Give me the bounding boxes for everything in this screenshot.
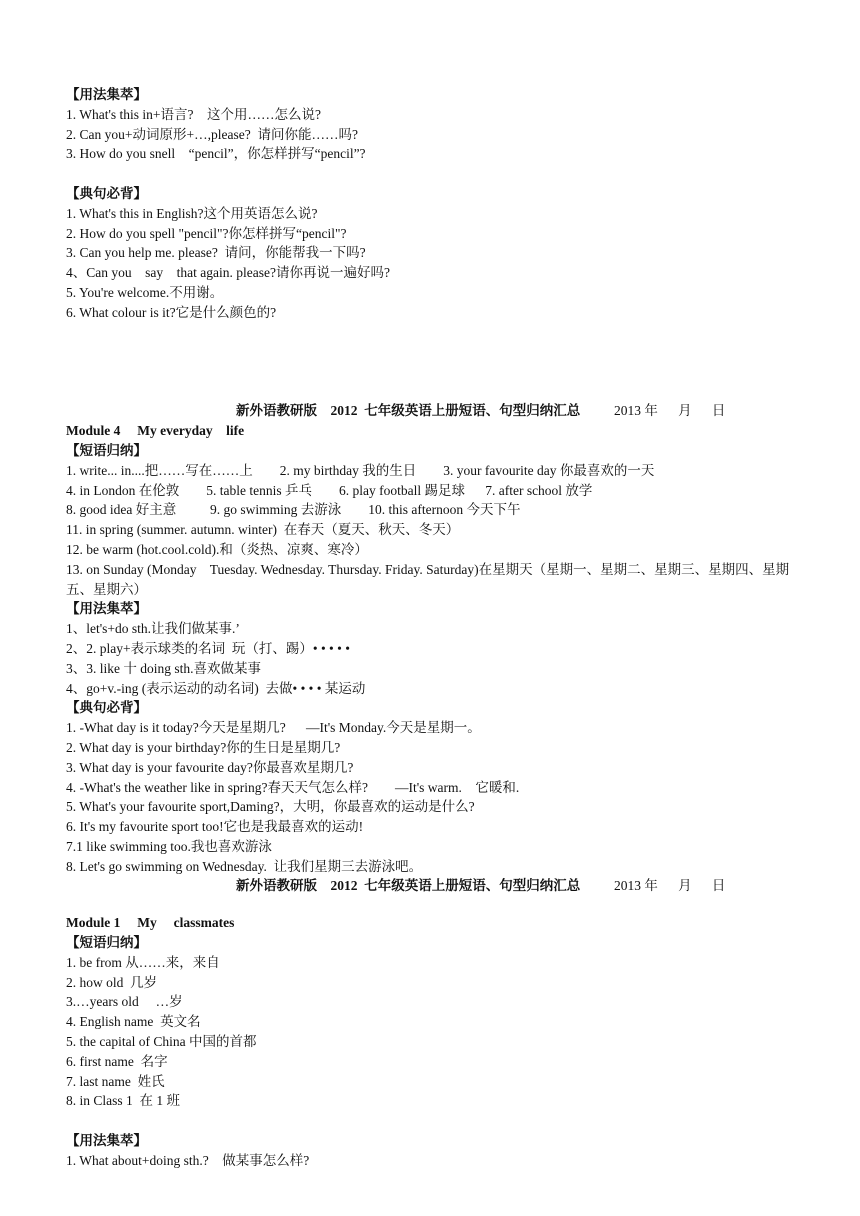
phrase-item: 6. first name 名字 — [66, 1053, 168, 1069]
page-header — [66, 876, 796, 896]
usage-item: 2. Can you+动词原形+…,please? 请问你能……吗? — [66, 126, 358, 142]
sentence-item: 1. -What day is it today?今天是星期几? —It's Monday.今天是星期一。 — [66, 720, 481, 736]
phrase-item: 4. English name 英文名 — [66, 1014, 201, 1030]
phrase-item: 4. in London 在伦敦 5. table tennis 乒乓 6. play football 踢足球 7. after school 放学 — [66, 482, 593, 498]
phrase-item: 12. be warm (hot.cool.cold).和（炎热、凉爽、寒冷） — [66, 541, 368, 557]
usage-item: 3、3. like 十 doing sth.喜欢做某事 — [66, 660, 261, 676]
header-date: 2013 年 月 日 — [614, 403, 726, 419]
usage-heading: 【用法集萃】 — [66, 1133, 147, 1149]
sentence-item: 4. -What's the weather like in spring?春天天气怎么样? —It's warm. 它暖和. — [66, 779, 520, 795]
phrases-heading: 【短语归纳】 — [66, 935, 147, 951]
phrase-item: 11. in spring (summer. autumn. winter) 在春天（夏天、秋天、冬天） — [66, 522, 460, 538]
phrase-item: 7. last name 姓氏 — [66, 1073, 165, 1089]
sentence-item: 5. What's your favourite sport,Daming?，大明，你最喜欢的运动是什么? — [66, 799, 475, 815]
sentence-item: 4、Can you say that again. please?请你再说一遍好吗? — [66, 265, 390, 281]
usage-heading: 【用法集萃】 — [66, 87, 147, 102]
sentences-heading: 【典句必背】 — [66, 700, 147, 716]
phrase-item: 3.…years old …岁 — [66, 994, 183, 1010]
phrases-heading: 【短语归纳】 — [66, 442, 147, 458]
phrase-item: 5. the capital of China 中国的首都 — [66, 1034, 257, 1050]
header-title: 新外语教研版 2012 七年级英语上册短语、句型归纳汇总 — [236, 403, 581, 419]
phrase-item: 2. how old 几岁 — [66, 974, 158, 990]
usage-heading: 【用法集萃】 — [66, 601, 147, 617]
usage-item: 1. What about+doing sth.? 做某事怎么样? — [66, 1152, 310, 1168]
header-title: 新外语教研版 2012 七年级英语上册短语、句型归纳汇总 — [236, 878, 581, 894]
module-title: Module 1 My classmates — [66, 915, 235, 931]
phrase-item: 8. in Class 1 在 1 班 — [66, 1093, 181, 1109]
sentence-item: 8. Let's go swimming on Wednesday. 让我们星期三去游泳吧。 — [66, 858, 423, 874]
module-title: Module 4 My everyday life — [66, 423, 245, 439]
sentence-item: 5. You're welcome.不用谢。 — [66, 284, 224, 300]
usage-item: 4、go+v.-ing (表示运动的动名词) 去做• • • • 某运动 — [66, 680, 366, 696]
phrase-item: 1. be from 从……来，来自 — [66, 954, 220, 970]
usage-item: 3. How do you snell “pencil”，你怎样拼写“pencil”? — [66, 146, 366, 162]
sentence-item: 6. It's my favourite sport too!它也是我最喜欢的运动! — [66, 819, 364, 835]
phrase-item: 8. good idea 好主意 9. go swimming 去游泳 10. this afternoon 今天下午 — [66, 502, 521, 518]
usage-item: 1、let's+do sth.让我们做某事.’ — [66, 621, 240, 637]
usage-item: 1. What's this in+语言? 这个用……怎么说? — [66, 106, 322, 122]
phrase-item: 1. write... in....把……写在……上 2. my birthday 我的生日 3. your favourite day 你最喜欢的一天 — [66, 462, 655, 478]
sentence-item: 2. How do you spell "pencil"?你怎样拼写“pencil"? — [66, 225, 347, 241]
sentence-item: 1. What's this in English?这个用英语怎么说? — [66, 205, 318, 221]
usage-item: 2、2. play+表示球类的名词 玩（打、踢）• • • • • — [66, 640, 350, 656]
phrase-item: 13. on Sunday (Monday Tuesday. Wednesday. Thursday. Friday. Saturday)在星期天（星期一、星期二、星期三、星期四、星期五、星期六） — [66, 561, 790, 597]
sentence-item: 3. What day is your favourite day?你最喜欢星期几? — [66, 759, 354, 775]
sentence-item: 3. Can you help me. please? 请问，你能帮我一下吗? — [66, 245, 366, 261]
sentence-item: 6. What colour is it?它是什么颜色的? — [66, 304, 277, 320]
sentence-item: 7.1 like swimming too.我也喜欢游泳 — [66, 838, 272, 854]
sentences-heading: 【典句必背】 — [66, 185, 147, 201]
sentence-item: 2. What day is your birthday?你的生日是星期几? — [66, 739, 341, 755]
page-header — [66, 401, 796, 421]
document-page — [66, 85, 796, 1171]
header-date: 2013 年 月 日 — [614, 878, 726, 894]
